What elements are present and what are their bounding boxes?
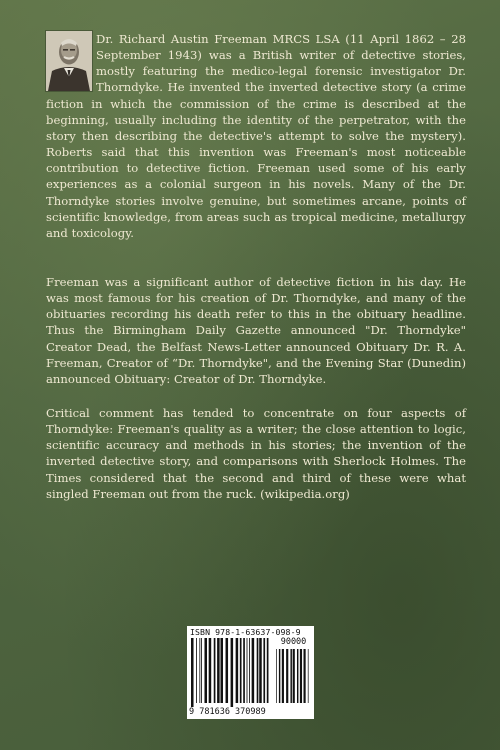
isbn-barcode (187, 626, 314, 719)
isbn-label: ISBN 978-1-63637-098-9 (190, 627, 301, 637)
bio-paragraph-1-text: Dr. Richard Austin Freeman MRCS LSA (11 April 1862 – 28 September 1943) was a British writer of detective stories, mostly featuring the medico-legal forensic investigator Dr. Thorndyke. He invented the inverted detective story (a crime fiction in which the commission of the crime is described at the beginning, usually including the identity of the perpetrator, with the story then describing the detective's attempt to solve the mystery). Roberts said that this invention was Freeman's most noticeable contribution to detective fiction. Freeman used some of his early experiences as a colonial surgeon in his novels. Many of the Dr. Thorndyke stories involve genuine, but sometimes arcane, points of scientific knowledge, from areas such as tropical medicine, metallurgy and toxicology. (46, 32, 466, 240)
bio-paragraph-1 (46, 31, 466, 241)
price-addon-number: 90000 (280, 637, 307, 647)
bio-paragraph-2: Freeman was a significant author of detective fiction in his day. He was most famous for his creation of Dr. Thorndyke, and many of the obituaries recording his death refer to this in the obituary headline. Thus the Birmingham Daily Gazette announced "Dr. Thorndyke" Creator Dead, the Belfast News-Letter announced Obituary Dr. R. A. Freeman, Creator of “Dr. Thorndyke", and the Evening Star (Dunedin) announced Obituary: Creator of Dr. Thorndyke. (46, 275, 466, 386)
ean-digits: 9 781636 370989 (189, 707, 275, 717)
ean13-barcode-icon (191, 638, 271, 708)
bio-paragraph-3: Critical comment has tended to concentrate on four aspects of Thorndyke: Freeman's quality as a writer; the close attention to logic, scientific accuracy and methods in his stories; the invention of the inverted detective story, and comparisons with Sherlock Holmes. The Times considered that the second and third of these were what singled Freeman out from the ruck. (wikipedia.org) (46, 406, 466, 501)
addon-barcode-icon (276, 649, 310, 708)
portrait-spacer (46, 31, 96, 93)
